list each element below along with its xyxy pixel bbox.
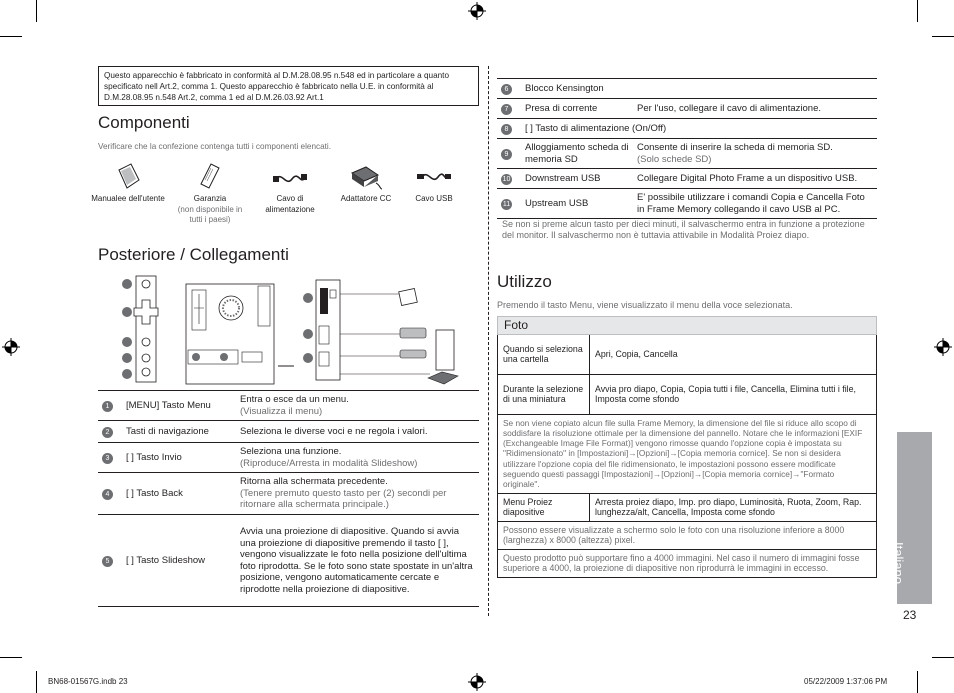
component-warranty: Garanzia (non disponibile in tutti i paesi) [172, 162, 248, 226]
component-usb-cable: Cavo USB [396, 162, 472, 205]
ac-adapter-icon [348, 163, 384, 191]
crop-mark [36, 0, 37, 22]
footer-file: BN68-01567G.indb 23 [48, 677, 128, 686]
item-number: 4 [102, 489, 113, 500]
usb-cable-icon [416, 165, 452, 189]
table-row: 3 [ ] Tasto Invio Seleziona una funzione. (Riproduce/Arresta in modalità Slideshow) [98, 443, 479, 473]
item-number: 5 [102, 556, 113, 567]
warranty-icon [195, 162, 225, 192]
crop-mark [0, 36, 22, 37]
table-row: Quando si seleziona una cartella Apri, Copia, Cancella [498, 334, 877, 374]
table-row: 7 Presa di corrente Per l'uso, collegare il cavo di alimentazione. [497, 99, 877, 119]
foto-header: Foto [498, 317, 877, 335]
registration-mark-icon [468, 673, 486, 691]
column-divider [488, 66, 489, 616]
crop-mark [932, 36, 954, 37]
crop-mark [917, 0, 918, 22]
registration-mark-icon [468, 2, 486, 20]
table-row: 1 [MENU] Tasto Menu Entra o esce da un menu. (Visualizza il menu) [98, 391, 479, 421]
table-row: Durante la selezione di una miniatura Avvia pro diapo, Copia, Copia tutti i file, Cancella, Elimina tutti i file, Imposta come sfondo [498, 374, 877, 414]
table-row [498, 521, 877, 549]
language-tab: Italiano [897, 432, 932, 604]
componenti-intro: Verificare che la confezione contenga tutti i componenti elencati. [98, 142, 332, 151]
table-row [498, 549, 877, 577]
rear-panel-diagram [118, 274, 463, 386]
item-number: 6 [501, 84, 512, 95]
table-row: 10 Downstream USB Collegare Digital Photo Frame a un dispositivo USB. [497, 169, 877, 189]
table-row [498, 414, 877, 493]
table-row: 9 Alloggiamento scheda di memoria SD Consente di inserire la scheda di memoria SD. (Solo schede SD) [497, 139, 877, 169]
page-number: 23 [903, 608, 917, 622]
item-number: 9 [501, 149, 512, 160]
section-title-utilizzo: Utilizzo [497, 272, 552, 291]
table-row: 8 [ ] Tasto di alimentazione (On/Off) [497, 119, 877, 139]
item-number: 1 [102, 401, 113, 412]
table-row: 11 Upstream USB E' possibile utilizzare i comandi Copia e Cancella Foto in Frame Memory collegando il cavo USB al PC. [497, 189, 877, 219]
foto-menu-table [497, 316, 877, 578]
power-cable-icon [272, 165, 308, 189]
crop-mark [0, 657, 22, 658]
table-row: 5 [ ] Tasto Slideshow Avvia una proiezione di diapositive. Quando si avvia una proiezione di diapositive premendo il tasto [ ], vengono visualizzate le foto nella posizione dell'ultima foto riprodotta. Se le foto sono state spostate in un'altra posizione, vengono automaticamente cercate e riprodotte nella proiezione di diapositive. [98, 515, 479, 607]
section-title-posteriore: Posteriore / Collegamenti [98, 245, 289, 264]
component-ac-adapter: Adattatore CC [328, 162, 404, 205]
conformity-notice: Questo apparecchio è fabbricato in conformità al D.M.28.08.95 n.548 ed in particolare a quanto specificato nell Art.2, comma 1. Questo apparecchio è fabbricato nella U.E. in conformità al D.M.28.08.95 n.548 Art.2, comma 1 ed al D.M.26.03.92 Art.1 [98, 66, 479, 106]
registration-mark-icon [934, 338, 952, 356]
crop-mark [932, 657, 954, 658]
buttons-table [98, 390, 479, 607]
table-row: 4 [ ] Tasto Back Ritorna alla schermata precedente. (Tenere premuto questo tasto per (2) secondi per ritornare alla schermata principale.) [98, 473, 479, 515]
component-power-cable: Cavo di alimentazione [252, 162, 328, 215]
footer-date: 05/22/2009 1:37:06 PM [804, 677, 888, 686]
table-row: 6 Blocco Kensington [497, 79, 877, 99]
item-number: 10 [502, 175, 511, 183]
image-limit-note: Questo prodotto può supportare fino a 4000 immagini. Nel caso il numero di immagini fosse superiore a 4000, la proiezione di diapositive non riprodurrà le immagini in eccesso. [498, 549, 877, 577]
registration-mark-icon [2, 338, 20, 356]
item-number: 7 [501, 104, 512, 115]
table-row: 2 Tasti di navigazione Seleziona le diverse voci e ne regola i valori. [98, 421, 479, 443]
screensaver-note: Se non si preme alcun tasto per dieci minuti, il salvaschermo entra in funzione a protezione del monitor. Il salvaschermo non è tuttavia attivabile in Modalità Proiez diapo. [502, 219, 865, 240]
resize-note: Se non viene copiato alcun file sulla Frame Memory, la dimensione del file si riduce allo scopo di soddisfare la risoluzione ottimale per la dimensione del pannello. Notare che le informazioni [EXIF (Exchangeable Image File Format)] vengono rimosse quando l'opzione copia è impostata su "Ridimensionato" in [Impostazioni]→[Opzioni]→[Copia memoria cornice]. Se non si desidera utilizzare l'opzione copia del file ridimensionato, le impostazioni possono essere modificate seguendo questi passaggi [Impostazioni]→[Opzioni]→[Copia memoria cornice]→"Formato originale". [498, 414, 877, 493]
item-number: 11 [502, 200, 511, 208]
item-number: 8 [501, 124, 512, 135]
item-number: 2 [102, 427, 113, 438]
table-row: Menu Proiez diapositive Arresta proiez diapo, Imp. pro diapo, Luminosità, Ruota, Zoom, Rap. lunghezza/alt, Cancella, Imposta come sfondo [498, 493, 877, 521]
crop-mark [917, 671, 918, 693]
utilizzo-intro: Premendo il tasto Menu, viene visualizzato il menu della voce selezionata. [497, 300, 793, 310]
manual-icon [113, 162, 143, 192]
connectors-table [497, 78, 877, 219]
item-number: 3 [102, 453, 113, 464]
component-manual: Manualee dell'utente [90, 162, 166, 205]
crop-mark [36, 671, 37, 693]
resolution-note: Possono essere visualizzate a schermo solo le foto con una risoluzione inferiore a 8000 (larghezza) x 8000 (altezza) pixel. [498, 521, 877, 549]
section-title-componenti: Componenti [98, 113, 190, 132]
